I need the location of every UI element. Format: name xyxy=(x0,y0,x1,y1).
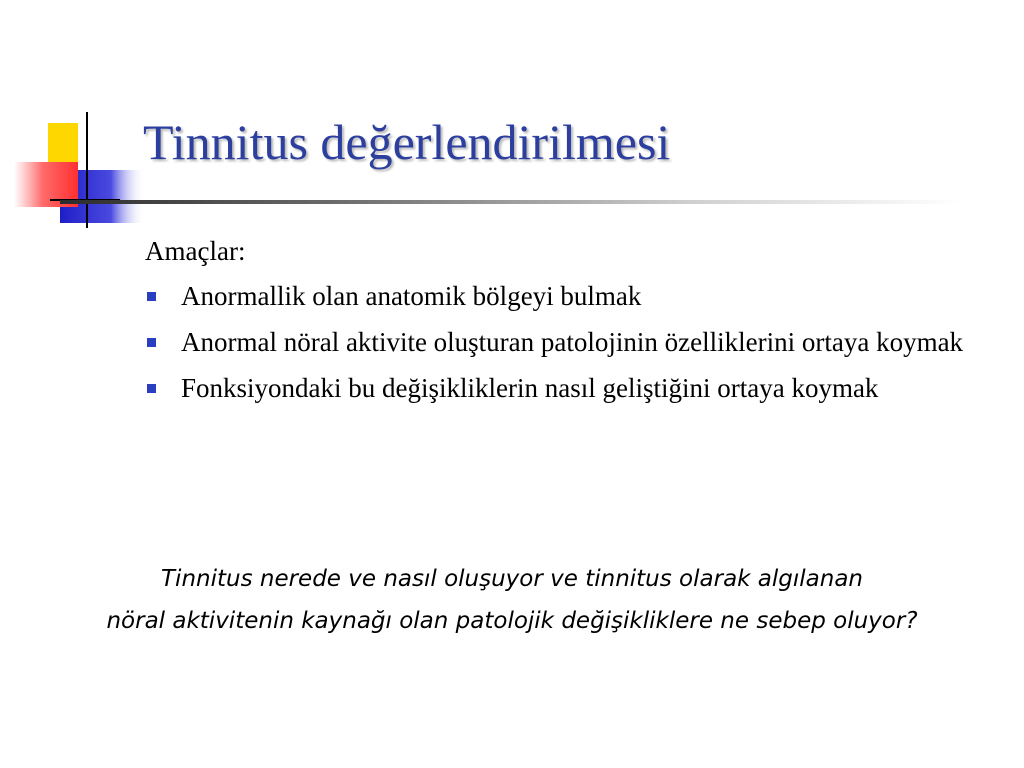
question-line-1: Tinnitus nerede ve nasıl oluşuyor ve tinnitus olarak algılanan xyxy=(161,566,863,592)
list-item xyxy=(145,324,975,360)
list-item-text: Anormal nöral aktivite oluşturan patolojinin özelliklerini ortaya koymak xyxy=(181,327,964,357)
research-question xyxy=(0,558,1024,642)
bullet-square-icon xyxy=(147,338,156,347)
list-item-text: Anormallik olan anatomik bölgeyi bulmak xyxy=(181,281,642,311)
question-line-2: nöral aktivitenin kaynağı olan patolojik değişikliklere ne sebep oluyor? xyxy=(106,608,918,634)
decor-yellow-square xyxy=(48,123,78,163)
list-item-text: Fonksiyondaki bu değişikliklerin nasıl geliştiğini ortaya koymak xyxy=(181,373,879,403)
slide-body xyxy=(145,234,975,416)
title-divider xyxy=(60,200,960,204)
bullet-square-icon xyxy=(147,384,156,393)
decorative-squares-graphic xyxy=(0,0,160,240)
slide-title: Tinnitus değerlendirilmesi xyxy=(143,114,671,170)
list-item xyxy=(145,278,975,314)
goals-list xyxy=(145,278,975,406)
bullet-square-icon xyxy=(147,292,156,301)
goals-heading: Amaçlar: xyxy=(145,236,246,266)
list-item xyxy=(145,370,975,406)
